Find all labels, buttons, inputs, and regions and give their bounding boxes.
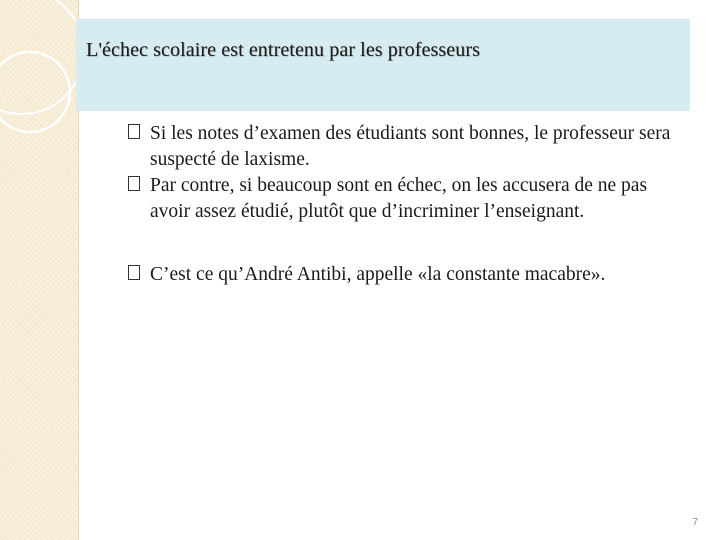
title-band — [76, 19, 690, 111]
bullet-text: Par contre, si beaucoup sont en échec, on les accusera de ne pas avoir assez étudié, plutôt que d’incriminer l’enseignant. — [150, 174, 648, 222]
bullet-text: C’est ce qu’André Antibi, appelle «la constante macabre». — [150, 263, 606, 285]
checkbox-bullet-icon — [128, 265, 140, 280]
bullet-item — [128, 121, 688, 173]
slide-title: L'échec scolaire est entretenu par les professeurs — [86, 39, 480, 61]
bullet-text: Si les notes d’examen des étudiants sont bonnes, le professeur sera suspecté de laxisme. — [150, 123, 671, 170]
slide-content — [128, 121, 688, 288]
checkbox-bullet-icon — [128, 124, 140, 139]
bullet-item — [128, 173, 688, 225]
decorative-circles-icon — [0, 0, 78, 540]
page-number: 7 — [692, 517, 698, 528]
decorative-side-panel — [0, 0, 79, 540]
checkbox-bullet-icon — [128, 176, 140, 191]
bullet-item — [128, 262, 688, 288]
